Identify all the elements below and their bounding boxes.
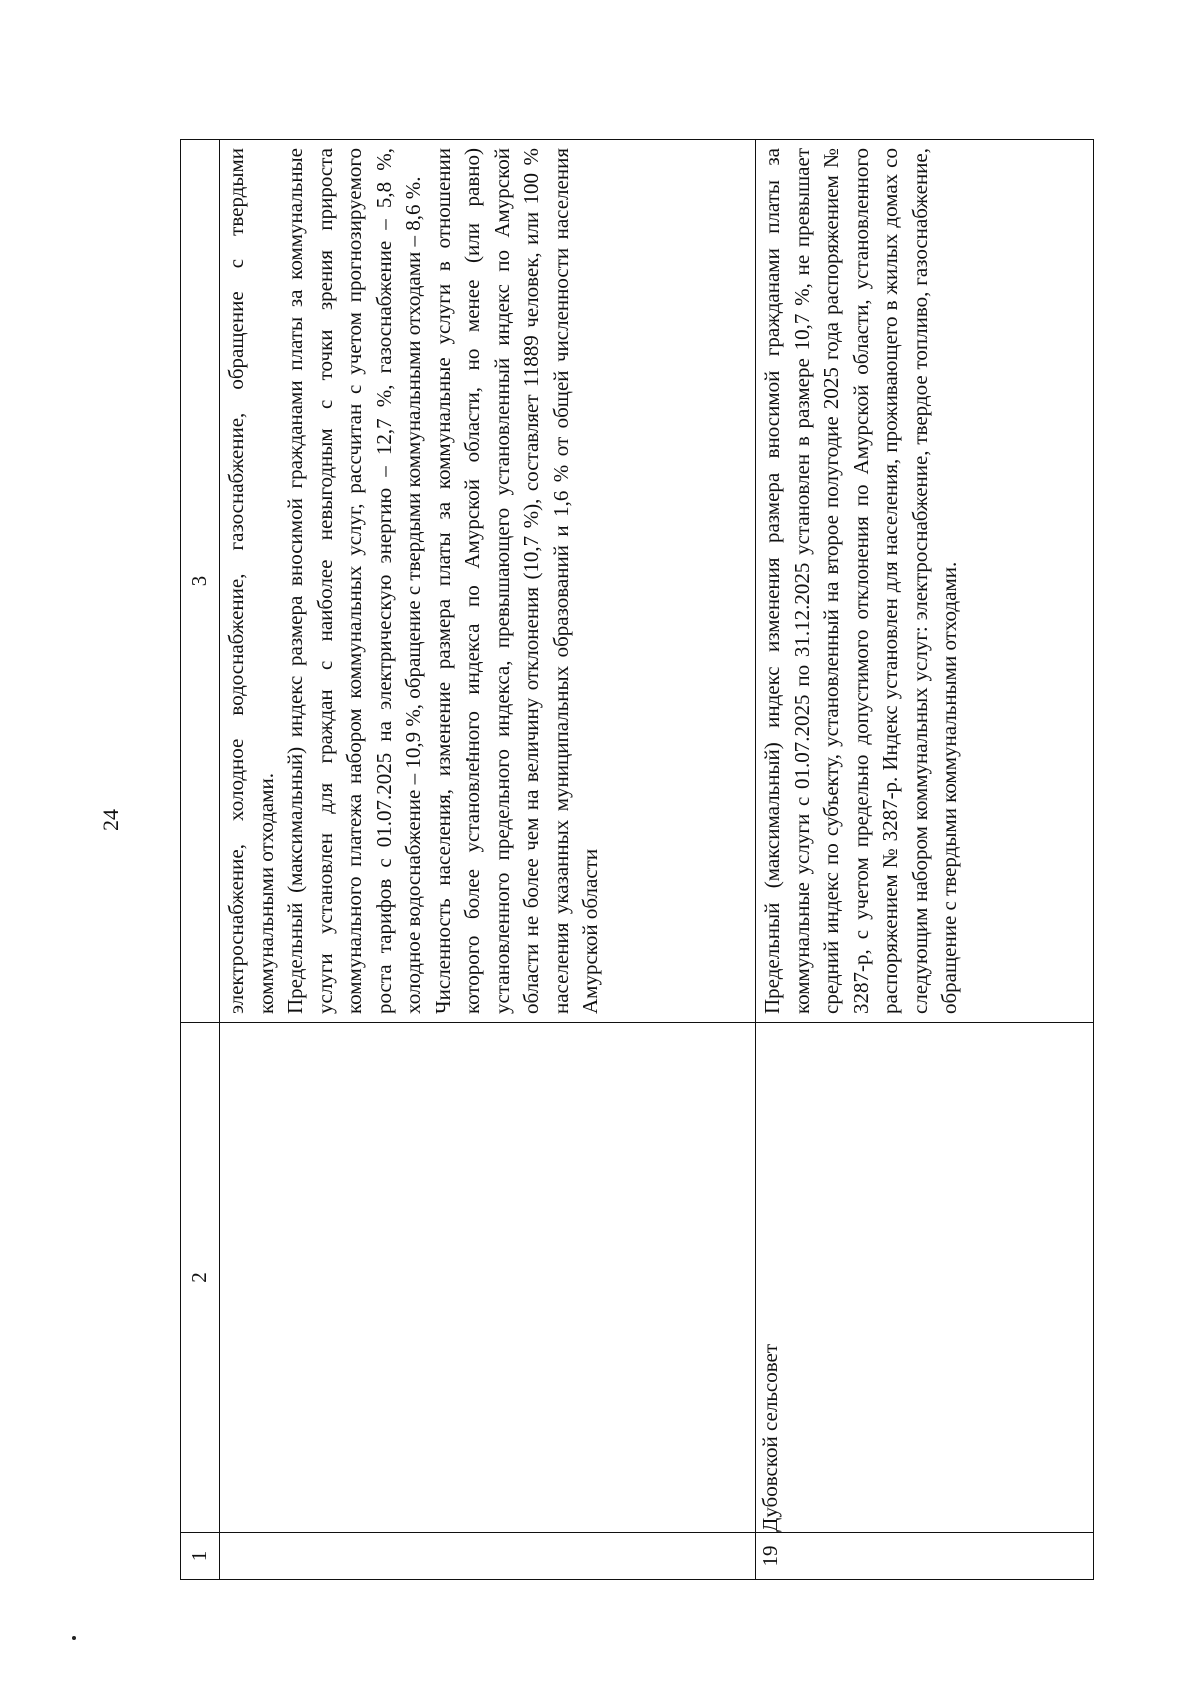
rotated-table-frame — [180, 140, 1090, 1580]
municipality-name-cell — [220, 1023, 756, 1533]
scan-speck — [72, 1636, 76, 1640]
description-paragraph: электроснабжение, холодное водоснабжение, газоснабжение, обращение с твердыми коммунальными отходами. — [224, 148, 278, 1014]
table-row — [220, 140, 756, 1580]
description-paragraph: Предельный (максимальный) индекс изменения размера вносимой гражданами платы за коммунальные услуги с 01.07.2025 по 31.12.2025 установлен в размере 10,7 %, не превышает средний индекс по субъекту, установленный на второе полугодие 2025 года распоряжением № 3287-р, с учетом предельно допустимого отклонения по Амурской области, установленного распоряжением № 3287-р. Индекс установлен для населения, проживающего в жилых домах со следующим набором коммунальных услуг: электроснабжение, твердое топливо, газоснабжение, обращение с твердыми коммунальными отходами. — [760, 148, 961, 1014]
municipality-name-cell: Дубовской сельсовет — [756, 1023, 1094, 1533]
page-number: 24 — [98, 809, 123, 831]
document-table — [180, 139, 1094, 1580]
table-row — [756, 140, 1094, 1580]
description-cell — [756, 140, 1094, 1023]
description-cell — [220, 140, 756, 1023]
description-paragraph: Предельный (максимальный) индекс размера вносимой гражданами платы за коммунальные услуги установлен для граждан с наиболее невыгодным с точки зрения прироста коммунального платежа набором коммунальных услуг, рассчитан с учетом прогнозируемого роста тарифов с 01.07.2025 на электрическую энергию – 12,7 %, газоснабжение – 5,8 %, холодное водоснабжение – 10,9 %, обращение с твердыми коммунальными отходами – 8,6 %. — [283, 148, 425, 1014]
header-cell-3: 3 — [181, 140, 220, 1023]
row-number-cell: 19 — [756, 1533, 1094, 1580]
row-number-cell — [220, 1533, 756, 1580]
header-cell-1: 1 — [181, 1533, 220, 1580]
description-paragraph: Численность населения, изменение размера платы за коммунальные услуги в отношении которого более установленного индекса по Амурской области, но менее (или равно) установленного предельного индекса, превышающего установленный индекс по Амурской области не более чем на величину отклонения (10,7 %), составляет 11889 человек, или 100 % населения указанных муниципальных образований и 1,6 % от общей численности населения Амурской области — [430, 148, 602, 1014]
header-cell-2: 2 — [181, 1023, 220, 1533]
table-header-row — [181, 140, 220, 1580]
